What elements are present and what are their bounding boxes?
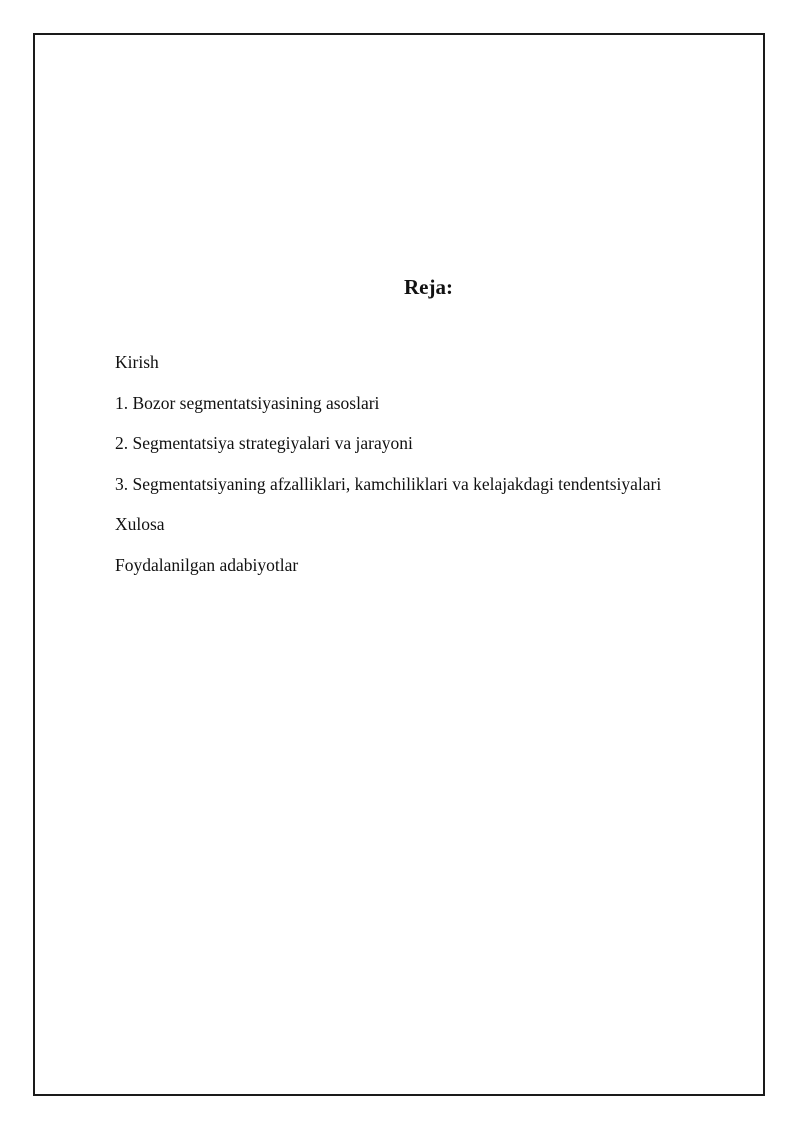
table-of-contents xyxy=(115,349,661,593)
toc-item-conclusion: Xulosa xyxy=(115,514,165,535)
toc-item-chapter-1: 1. Bozor segmentatsiyasining asoslari xyxy=(115,392,380,413)
toc-item-chapter-3: 3. Segmentatsiyaning afzalliklari, kamchiliklari va kelajakdagi tendentsiyalari xyxy=(115,473,662,494)
plan-title: Reja: xyxy=(404,275,453,299)
toc-item-introduction: Kirish xyxy=(115,352,159,372)
toc-item-references: Foydalanilgan adabiyotlar xyxy=(115,554,299,575)
toc-item-chapter-2: 2. Segmentatsiya strategiyalari va jarayoni xyxy=(115,433,413,454)
